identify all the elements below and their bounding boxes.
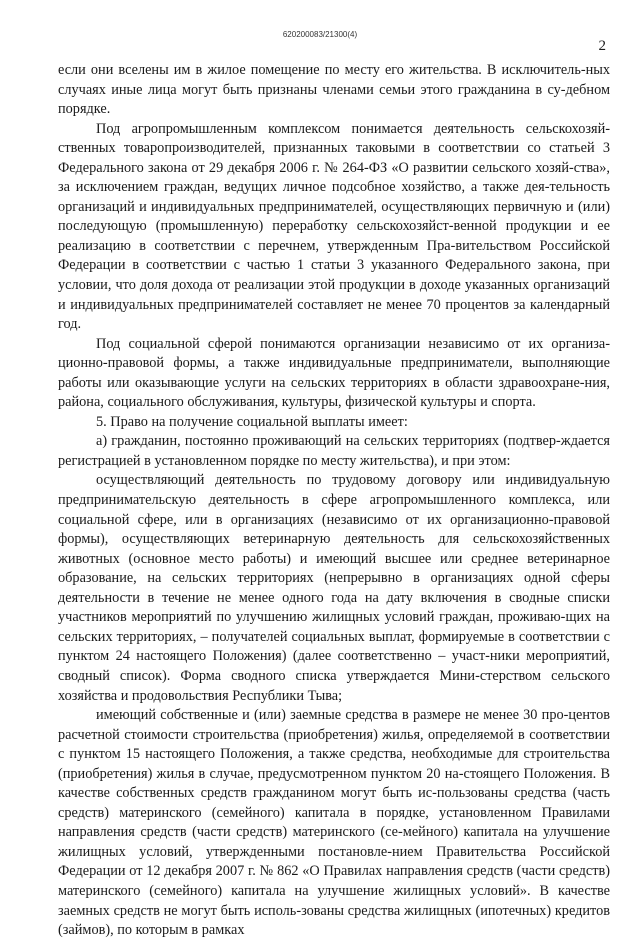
document-id: 620200083/21300(4) xyxy=(282,30,358,39)
document-body xyxy=(58,61,610,941)
paragraph-family-members: если они вселены им в жилое помещение по месту его жительства. В исключитель-ных случаях иные лица могут быть признаны членами семьи этого гражданина в су-дебном порядке. xyxy=(58,62,610,118)
paragraph-clause-5: 5. Право на получение социальной выплаты имеет: xyxy=(96,413,408,430)
paragraph-own-funds: имеющий собственные и (или) заемные средства в размере не менее 30 про-центов расчетной стоимости строительства (приобретения) жилья, определяемой в соответствии с пунктом 15 настоящего Положения, а также средства, необходимые для строительства (приобретения) жилья в случае, предусмотренном пунктом 20 на-стоящего Положения. В качестве собственных средств гражданином могут быть ис-пользованы средства (часть средств) материнского (семейного) капитала в порядке, установленном Правилами направления средств (части средств) материнского (се-мейного) капитала на улучшение жилищных условий, утвержденными постановле-нием Правительства Российской Федерации от 12 декабря 2007 г. № 862 «О Правилах направления средств (части средств) материнского (семейного) капитала на улучшение жилищных условий». В качестве заемных средств не могут быть исполь-зованы средства жилищных (ипотечных) кредитов (займов), по которым в рамках xyxy=(58,707,610,939)
page-number: 2 xyxy=(598,38,606,54)
paragraph-subclause-a: а) гражданин, постоянно проживающий на сельских территориях (подтвер-ждается регистрацией в установленном порядке по месту жительства), и при этом: xyxy=(58,433,610,469)
paragraph-agro-complex: Под агропромышленным комплексом понимается деятельность сельскохозяй-ственных товаропроизводителей, признанных таковыми в соответствии со статьей 3 Федерального закона от 29 декабря 2006 г. № 264-ФЗ «О развитии сельского хозяй-ства», за исключением граждан, ведущих личное подсобное хозяйство, а также дея-тельность организаций и индивидуальных предпринимателей, осуществляющих первичную и (или) последующую (промышленную) переработку сельскохозяйст-венной продукции и ее реализацию в соответствии с перечнем, утвержденным Пра-вительством Российской Федерации в соответствии с частью 1 статьи 3 указанного Федерального закона, при условии, что доля дохода от реализации этой продукции в доходе указанных организаций и индивидуальных предпринимателей составляет не менее 70 процентов за календарный год. xyxy=(58,120,610,333)
paragraph-employment: осуществляющий деятельность по трудовому договору или индивидуальную предпринимательскую деятельность в сфере агропромышленного комплекса, или социальной сфере, или в организациях (независимо от их организационно-правовой формы), осуществляющих ветеринарную деятельность для сельскохозяйственных животных (основное место работы) и имеющий высшее или среднее ветеринарное образование, на сельских территориях (непрерывно в организациях одной сферы деятельности в течение не менее одного года на дату включения в сводные списки участников мероприятий по улучшению жилищных условий граждан, проживаю-щих на сельских территориях, – получателей социальных выплат, формируемые в соответствии с пунктом 24 настоящего Положения) (далее соответственно – участ-ники мероприятий, сводный список). Форма сводного списка утверждается Мини-стерством сельского хозяйства и продовольствия Республики Тыва; xyxy=(58,472,610,704)
paragraph-social-sphere: Под социальной сферой понимаются организации независимо от их организа-ционно-правовой формы, а также индивидуальные предприниматели, выполняющие работы или оказывающие услуги на сельских территориях в области здравоохране-ния, района, социального обслуживания, культуры, физической культуры и спорта. xyxy=(58,335,610,411)
